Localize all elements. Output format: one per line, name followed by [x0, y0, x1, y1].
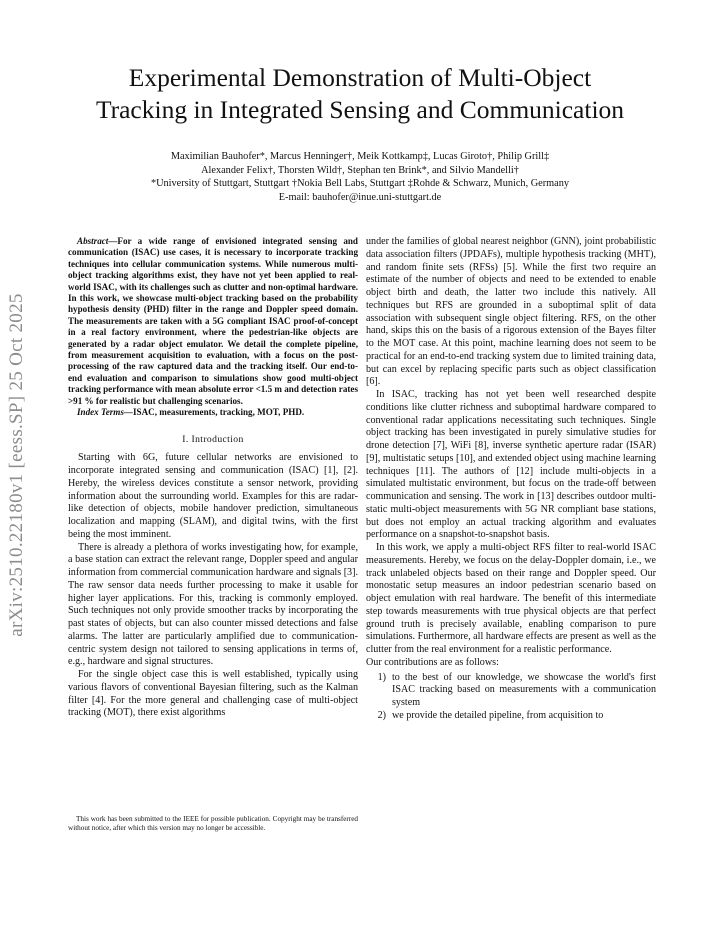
index-terms-label: Index Terms— [77, 407, 134, 418]
section-heading-introduction: I. Introduction [182, 433, 244, 445]
contact-email: E-mail: bauhofer@inue.uni-stuttgart.de [278, 191, 442, 203]
index-terms-text: ISAC, measurements, tracking, MOT, PHD. [133, 407, 305, 418]
arxiv-side-stamp [2, 250, 32, 680]
intro-paragraph: There is already a plethora of works investigating how, for example, a base station can extract the relevant range, Doppler speed and angular information from commercial communication hardware and signals [3]. The raw sensor data needs further processing to make it usable for higher layer applications. For this, tracking is commonly employed. Such techniques not only provide smoother tracks by incorporating the past states of objects, but can also counter missed detections and false alarms. The latter are particularly amplified due to communication-centric system design not tailored to sensing applications in terms of, e.g., hardware and signal structures. [68, 541, 358, 668]
abstract [68, 236, 358, 407]
author-block [40, 150, 680, 204]
intro-paragraph: For the single object case this is well established, typically using various flavors of conventional Bayesian filtering, such as the Kalman filter [4]. For the more general and challenging case of multi-object tracking (MOT), there exist algorithms [68, 669, 358, 719]
contributions-list [366, 672, 656, 723]
abstract-label: Abstract— [77, 236, 118, 246]
left-column [68, 236, 358, 720]
list-item [366, 672, 656, 710]
title-line-1: Experimental Demonstration of Multi-Object [128, 63, 592, 92]
arxiv-identifier: arXiv:2510.22180v1 [eess.SP] 25 Oct 2025 [6, 293, 27, 637]
title-line-2: Tracking in Integrated Sensing and Communication [95, 95, 625, 124]
list-item-number: 1) [377, 671, 386, 683]
list-item-number: 2) [377, 709, 386, 721]
list-item-text: we provide the detailed pipeline, from acquisition to [392, 709, 604, 721]
index-terms [68, 407, 358, 418]
authors-line-2: Alexander Felix†, Thorsten Wild†, Stephan ten Brink*, and Silvio Mandelli† [201, 164, 519, 176]
abstract-text: For a wide range of envisioned integrated sensing and communication (ISAC) use cases, it is necessary to incorporate tracking techniques into cellular communication systems. While numerous multi-object tracking algorithms exist, they have not yet been applied to real-world ISAC, with its challenges such as clutter and non-optimal hardware. In this work, we showcase multi-object tracking based on the probability hypothesis density (PHD) filter in the range and Doppler speed domain. The measurements are taken with a 5G compliant ISAC proof-of-concept in a real factory environment, where the pedestrian-like objects are generated by a radar object emulator. We detail the complete pipeline, from measurement acquisition to evaluation, with a focus on the post-processing of the raw captured data and the tracking itself. Our end-to-end evaluation and comparison to simulations show good multi-object tracking performance with mean absolute error <1.5 m and detection rates >91 % for realistic but challenging scenarios. [68, 236, 358, 406]
body-paragraph: under the families of global nearest neighbor (GNN), joint probabilistic data association filters (JPDAFs), multiple hypothesis tracking (MHT), and random finite sets (RFSs) [5]. While the first two require an estimate of the number of objects and need to be extended to enable object birth and death, the latter two include this natively. All techniques but RFS are grounded in a suboptimal split of data association with subsequent single object filtering. RFS, on the other hand, skips this on the basis of a rigorous extension of the Bayes filter to the MOT case. At this point, machine learning does not seem to be practical for an end-to-end tracking system due to limited training data, but can excel by replacing specific parts such as object classification [6]. [366, 236, 656, 388]
list-item-text: to the best of our knowledge, we showcase the world's first ISAC tracking based on measurements with a communication system [392, 671, 656, 708]
authors-line-1: Maximilian Bauhofer*, Marcus Henninger†, Meik Kottkamp‡, Lucas Giroto†, Philip Grill‡ [170, 151, 550, 162]
right-column [366, 236, 656, 723]
contributions-intro: Our contributions are as follows: [366, 656, 499, 668]
list-item [366, 710, 656, 723]
submission-footnote: This work has been submitted to the IEEE for possible publication. Copyright may be transferred without notice, after which this version may no longer be accessible. [68, 815, 358, 832]
intro-paragraph: Starting with 6G, future cellular networks are envisioned to incorporate integrated sensing and communication (ISAC) [1], [2]. Hereby, the wireless devices constitute a sensor network, providing information about the surrounding world. Examples for this are radar-like detection of objects, mobile handover prediction, simultaneous localization and mapping (SLAM), and digital twins, with the first being the most imminent. [68, 452, 358, 540]
paper-title [40, 62, 680, 126]
body-paragraph: In this work, we apply a multi-object RFS filter to real-world ISAC measurements. Hereby, we focus on the delay-Doppler domain, i.e., we track unlabeled objects based on their range and Doppler speed. Our monostatic setup measures an indoor pedestrian scenario based on object emulation with real hardware. The benefit of this intermediate step towards measurements with true physical objects are that perfect ground truth is precisely available, enabling comparison to pure simulations. Furthermore, all hardware effects are present as well as the clutter from the real environment for a realistic performance. [366, 542, 656, 655]
affiliations: *University of Stuttgart, Stuttgart †Nokia Bell Labs, Stuttgart ‡Rohde & Schwarz, Munich, Germany [150, 178, 570, 189]
body-paragraph: In ISAC, tracking has not yet been well researched despite conditions like clutter richness and suboptimal hardware compared to conventional radar applications necessitating such techniques. Single object tracking has been investigated in purely simulative studies for drone detection [7], WiFi [8], inverse synthetic aperture radar (ISAR) [9], multistatic setups [10], and extended object using machine learning techniques [11]. The authors of [12] include multi-objects in a simulated multistatic environment, but focus on the trade-off between communication and sensing. The work in [13] describes outdoor multi-static multi-object measurements with 5G NR compliant base stations, but does not employ an actual tracking algorithm and evaluates performance on a snapshot-to-snapshot basis. [366, 389, 656, 541]
